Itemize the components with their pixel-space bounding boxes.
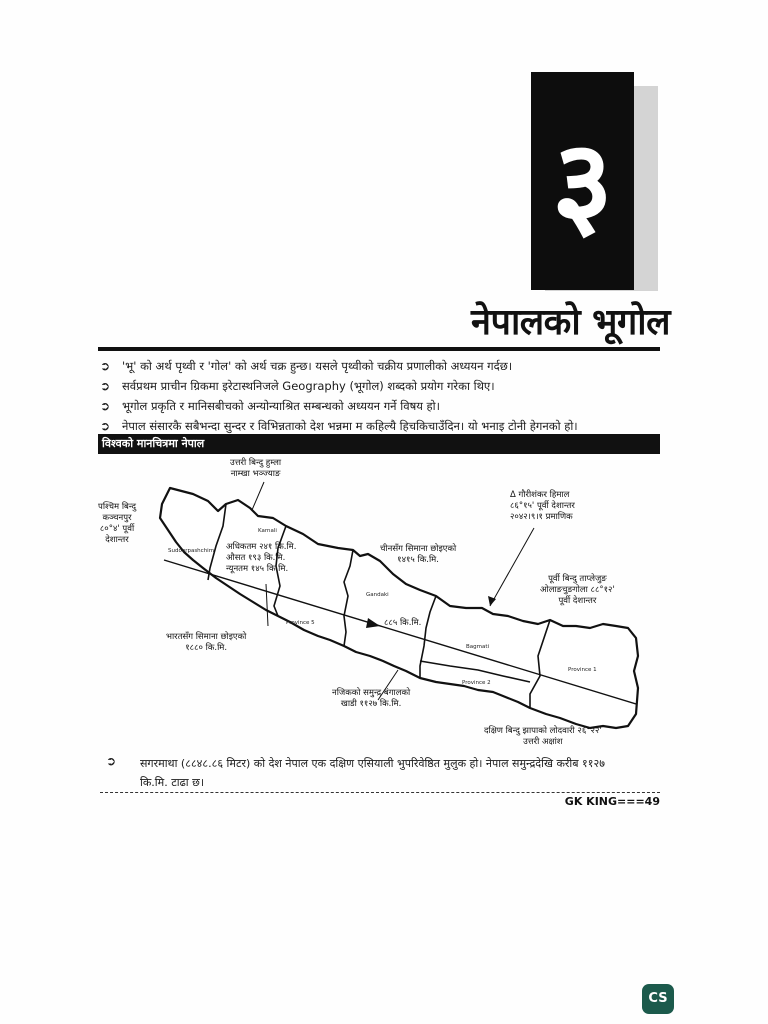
bullet-item xyxy=(98,416,664,436)
province-label: Bagmati xyxy=(466,644,490,650)
title-rule xyxy=(98,347,660,351)
province-label: Province 2 xyxy=(462,680,491,686)
bullet-text: सर्वप्रथम प्राचीन ग्रिकमा इरेटास्थनिजले Geography (भूगोल) शब्दको प्रयोग गरेका थिए। xyxy=(122,379,495,393)
bullet-item xyxy=(98,396,664,416)
province-label: Karnali xyxy=(258,528,277,534)
bullet-arrow-icon: ➲ xyxy=(100,359,111,373)
section-header-label: विश्वको मानचित्रमा नेपाल xyxy=(102,437,205,450)
china-border-label: चीनसँग सिमाना छोइएको १४१५ कि.मि. xyxy=(380,544,457,565)
india-border-label: भारतसँग सिमाना छोइएको १८८० कि.मि. xyxy=(166,632,247,653)
west-point-label: पश्चिम बिन्दु कञ्चनपुर ८०°४' पूर्वी देशान्तर xyxy=(98,502,137,545)
chapter-number: ३ xyxy=(551,114,614,252)
sea-distance-label: नजिकको समुन्द्र बंगालको खाडी ११२७ कि.मि. xyxy=(332,688,411,709)
bullet-arrow-icon: ➲ xyxy=(100,399,111,413)
bullet-text: 'भू' को अर्थ पृथ्वी र 'गोल' को अर्थ चक्र हुन्छ। यसले पृथ्वीको चक्रीय प्रणालीको अध्ययन गर्दछ। xyxy=(122,359,513,373)
page-footer: GK KING===49 xyxy=(564,795,660,808)
bullet-text: नेपाल संसारकै सबैभन्दा सुन्दर र विभिन्नताको देश भन्नमा म कहिल्यै हिचकिचाउँदिन। यो भनाइ टोनी हेगनको हो। xyxy=(122,419,578,433)
bullet-item xyxy=(98,376,664,396)
nepal-map xyxy=(98,456,664,756)
province-label: Gandaki xyxy=(366,592,389,598)
dashed-divider xyxy=(100,792,660,793)
intro-bullets xyxy=(98,356,664,436)
camscanner-logo-text: CS xyxy=(648,991,668,1006)
bullet-arrow-icon: ➲ xyxy=(106,754,117,768)
length-label: ८८५ कि.मि. xyxy=(384,618,422,628)
section-header-bar xyxy=(98,434,660,454)
east-point-label: पूर्वी बिन्दु ताप्लेजुङ ओलाङचुङगोला ८८°१२' पूर्वी देशान्तर xyxy=(540,574,615,606)
south-point-label: दक्षिण बिन्दु झापाको लोदवारी २६°२२' उत्तरी अक्षांश xyxy=(484,726,602,747)
chapter-title: नेपालको भूगोल xyxy=(471,302,670,343)
paragraph-line: कि.मि. टाढा छ। xyxy=(140,776,205,789)
width-label: अधिकतम २४१ कि.मि. औसत १९३ कि.मि. न्यूनतम १४५ कि.मि. xyxy=(226,542,297,574)
bullet-text: भूगोल प्रकृति र मानिसबीचको अन्योन्याश्रित सम्बन्धको अध्ययन गर्ने विषय हो। xyxy=(122,399,441,413)
province-label: Province 1 xyxy=(568,667,597,673)
paragraph-line: सगरमाथा (८८४८.८६ मिटर) को देश नेपाल एक दक्षिण एसियाली भुपरिवेष्ठित मुलुक हो। नेपाल समुन्द्रदेखि करीब ११२७ xyxy=(140,757,605,770)
everest-label: Δ गौरीशंकर हिमाल ८६°१५' पूर्वी देशान्तर २०४२।९।१ प्रमाणिक xyxy=(510,490,575,522)
camscanner-badge[interactable] xyxy=(642,984,674,1014)
bullet-item xyxy=(98,356,664,376)
province-label: Sudoorpashchim xyxy=(168,548,215,554)
north-point-label: उत्तरी बिन्दु हुम्ला नाम्खा भञ्ज्याङ xyxy=(230,458,282,479)
province-label: Province 5 xyxy=(286,620,315,626)
bullet-arrow-icon: ➲ xyxy=(100,419,111,433)
bullet-arrow-icon: ➲ xyxy=(100,379,111,393)
